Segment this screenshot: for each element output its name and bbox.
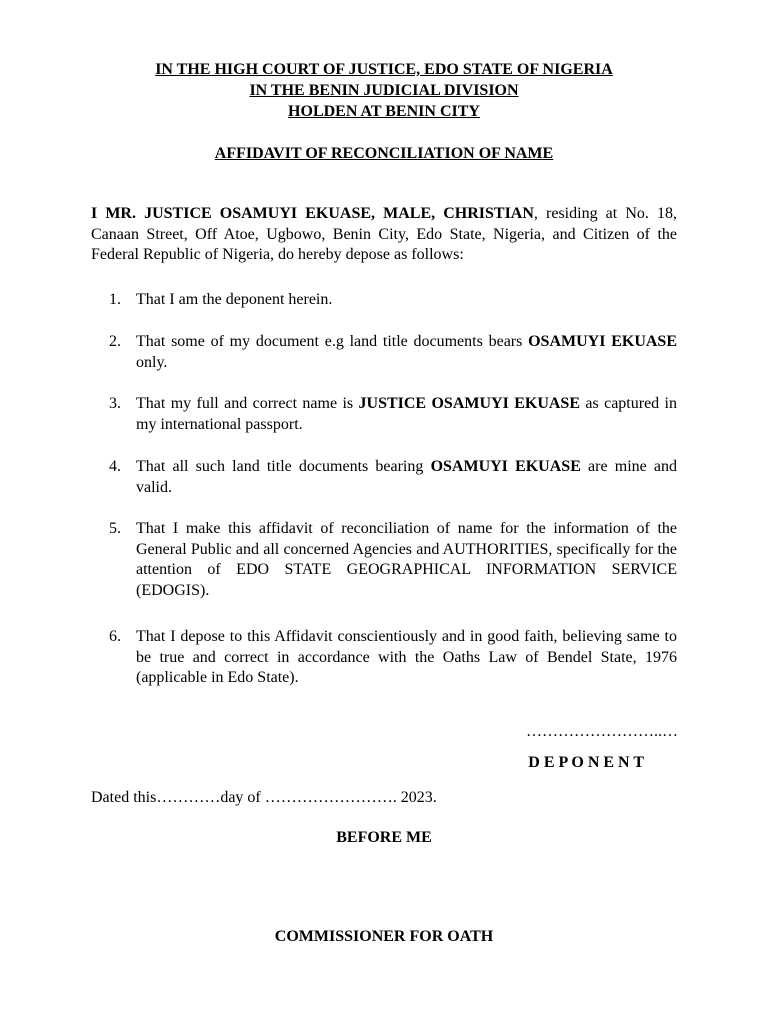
holden-heading: HOLDEN AT BENIN CITY: [288, 103, 480, 120]
intro-paragraph: [91, 204, 677, 266]
clause-text: That I am the deponent herein.: [136, 291, 333, 308]
deponent-name: I MR. JUSTICE OSAMUYI EKUASE, MALE, CHRISTIAN: [91, 205, 534, 222]
division-heading: IN THE BENIN JUDICIAL DIVISION: [249, 82, 519, 99]
clause-text: That all such land title documents bearing OSAMUYI EKUASE are mine and valid.: [136, 458, 678, 496]
clause-text: That some of my document e.g land title documents bears OSAMUYI EKUASE only.: [136, 333, 677, 371]
clause-number: 4.: [109, 458, 121, 475]
clause-5: [109, 519, 677, 601]
signature-line: ……………………..…: [526, 723, 678, 740]
document-title: AFFIDAVIT OF RECONCILIATION OF NAME: [214, 145, 554, 162]
clause-3: [109, 394, 677, 435]
clause-4: [109, 457, 677, 498]
clause-2: [109, 332, 677, 373]
intro-text: , residing at No. 18, Canaan Street, Off Atoe, Ugbowo, Benin City, Edo State, Nigeria, and Citizen of the Federal Republic of Nigeria, do hereby depose as follows:: [91, 205, 677, 263]
clause-text: That my full and correct name is JUSTICE OSAMUYI EKUASE as captured in my international passport.: [136, 395, 678, 433]
clause-number: 1.: [109, 291, 121, 308]
clause-number: 5.: [109, 520, 121, 537]
clause-6: [109, 627, 677, 689]
dated-line: Dated this…………day of ……………………. 2023.: [91, 789, 437, 806]
deponent-label: D E P O N E N T: [528, 754, 644, 771]
clause-text: That I depose to this Affidavit conscientiously and in good faith, believing same to be true and correct in accordance with the Oaths Law of Bendel State, 1976 (applicable in Edo State).: [136, 628, 677, 686]
clause-number: 3.: [109, 395, 121, 412]
clause-1: [109, 290, 677, 311]
clause-text: That I make this affidavit of reconciliation of name for the information of the General Public and all concerned Agencies and AUTHORITIES, specifically for the attention of EDO STATE GEOGRAPHICAL INFORMATION SERVICE (EDOGIS).: [136, 520, 677, 599]
clause-number: 2.: [109, 333, 121, 350]
court-heading: IN THE HIGH COURT OF JUSTICE, EDO STATE OF NIGERIA: [155, 61, 613, 78]
clause-number: 6.: [109, 628, 121, 645]
commissioner-label: COMMISSIONER FOR OATH: [274, 928, 494, 945]
before-me-label: BEFORE ME: [336, 829, 432, 846]
